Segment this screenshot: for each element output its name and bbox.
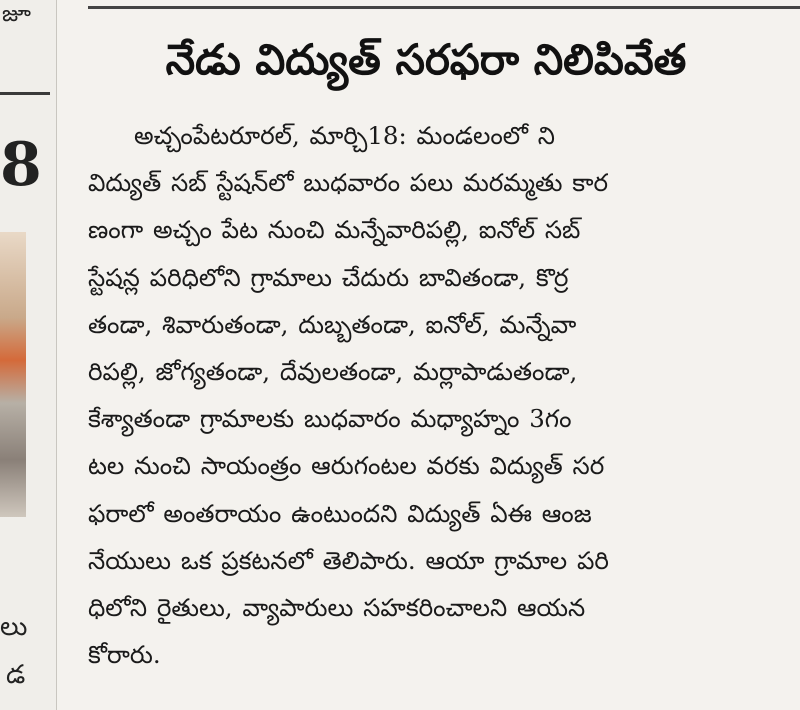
body-line: అచ్చంపేటరూరల్, మార్చి18: మండలంలో ని [134, 121, 556, 150]
body-line: నేయులు ఒక ప్రకటనలో తెలిపారు. ఆయా గ్రామాల పరి [88, 545, 609, 575]
article-body [88, 112, 748, 678]
body-line: రిపల్లి, జోగ్యతండా, దేవులతండా, మర్లాపాడుతండా, [88, 357, 578, 387]
top-rule [88, 6, 800, 9]
adjacent-column [0, 0, 57, 710]
adjacent-text-fragment: డ [6, 660, 26, 690]
news-article [88, 0, 800, 710]
body-line: ఫరాలో అంతరాయం ఉంటుందని విద్యుత్ ఏఈ ఆంజ [88, 498, 592, 528]
article-headline: నేడు విద్యుత్ సరఫరా నిలిపివేత [165, 35, 687, 84]
body-line: విద్యుత్ సబ్ స్టేషన్‌లో బుధవారం పలు మరమ్మతు కార [88, 168, 609, 198]
column-rule [0, 92, 50, 95]
body-line: స్టేషన్ల పరిధిలోని గ్రామాలు చేదురు బావితండా, కొర్ర [88, 262, 569, 292]
body-line: ణంగా అచ్చం పేట నుంచి మన్నేవారిపల్లి, ఐనోల్ సబ్ [88, 215, 581, 245]
body-line: కేశ్యాతండా గ్రామాలకు బుధవారం మధ్యాహ్నం 3గం [88, 404, 572, 434]
adjacent-text-fragment: జూ [2, 2, 31, 27]
adjacent-text-fragment: 8 [0, 130, 42, 200]
adjacent-photo [0, 232, 26, 517]
body-line: కోరారు. [88, 640, 161, 670]
body-line: టల నుంచి సాయంత్రం ఆరుగంటల వరకు విద్యుత్ సర [88, 451, 605, 481]
body-line: తండా, శివారుతండా, దుబ్బతండా, ఐనోల్, మన్నేవా [88, 309, 577, 339]
adjacent-text-fragment: లు [0, 612, 28, 642]
body-line: ధిలోని రైతులు, వ్యాపారులు సహకరించాలని ఆయన [88, 593, 586, 623]
